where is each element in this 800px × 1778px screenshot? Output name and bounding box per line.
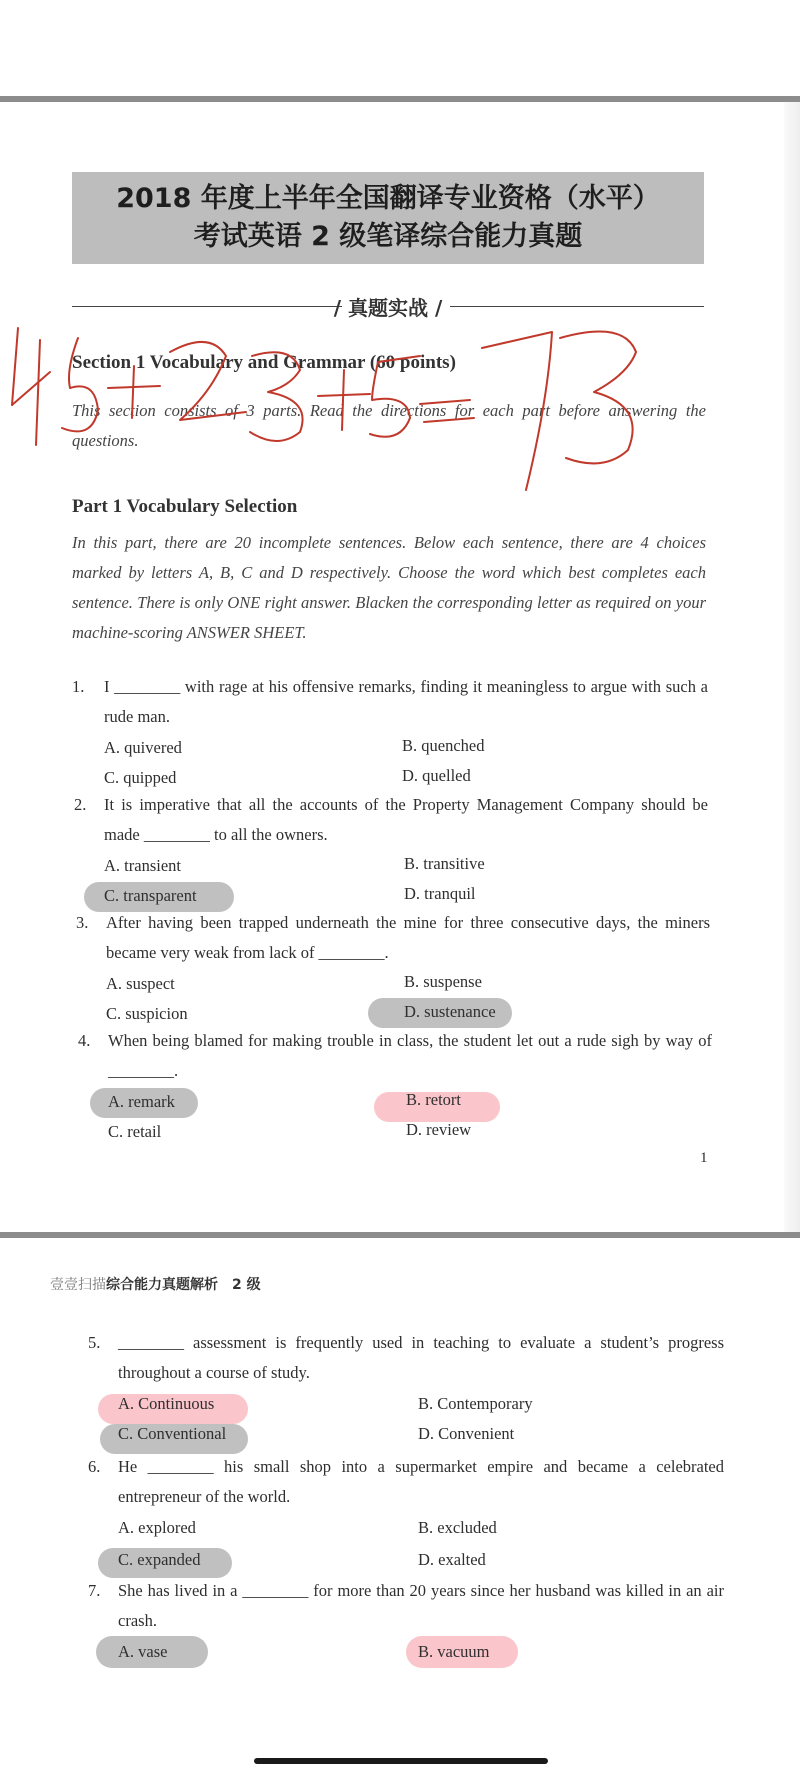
- handwriting-stroke: [132, 366, 134, 418]
- exam-title-line1: 2018 年度上半年全国翻译专业资格（水平）: [116, 183, 660, 214]
- question-stem: She has lived in a ________ for more than 20 years since her husband was killed in an air crash.: [118, 1581, 724, 1630]
- question-number: 5.: [88, 1333, 101, 1352]
- handwriting-stroke: [12, 328, 18, 405]
- page-number: 1: [700, 1150, 708, 1166]
- page-edge-shadow: [784, 102, 800, 1232]
- home-indicator[interactable]: [254, 1758, 548, 1764]
- option-a[interactable]: A. Continuous: [118, 1394, 215, 1413]
- option-b[interactable]: B. Contemporary: [418, 1394, 533, 1413]
- question-number: 2.: [74, 795, 87, 814]
- option-b[interactable]: B. suspense: [404, 972, 482, 991]
- exam-title-line2: 考试英语 2 级笔译综合能力真题: [193, 221, 583, 252]
- handwritten-score-mark: [0, 300, 800, 500]
- option-d[interactable]: D. quelled: [402, 766, 471, 785]
- option-d[interactable]: D. review: [406, 1120, 472, 1139]
- handwriting-stroke: [62, 338, 98, 431]
- option-a[interactable]: A. transient: [104, 856, 181, 875]
- question-stem: It is imperative that all the accounts of the Property Management Company should be made ________ to all the owners.: [104, 795, 708, 844]
- page2-header-title: 综合能力真题解析 2 级: [106, 1277, 261, 1293]
- question-stem: After having been trapped underneath the mine for three consecutive days, the miners became very weak from lack of ________.: [106, 913, 710, 962]
- handwriting-stroke: [250, 352, 303, 441]
- handwriting-stroke: [482, 332, 552, 490]
- scanner-watermark: 壹壹扫描: [50, 1277, 106, 1293]
- option-a[interactable]: A. explored: [118, 1518, 196, 1537]
- option-b[interactable]: B. quenched: [402, 736, 485, 755]
- option-a[interactable]: A. remark: [108, 1092, 175, 1111]
- option-d[interactable]: D. tranquil: [404, 884, 476, 903]
- question-number: 4.: [78, 1031, 91, 1050]
- handwriting-stroke: [378, 356, 420, 362]
- option-d[interactable]: D. exalted: [418, 1550, 486, 1569]
- exam-title-banner: [72, 172, 704, 264]
- page-divider: [0, 1232, 800, 1238]
- handwriting-stroke: [424, 418, 474, 422]
- option-b[interactable]: B. vacuum: [418, 1642, 490, 1661]
- question-number: 3.: [76, 913, 89, 932]
- question-stem: When being blamed for making trouble in class, the student let out a rude sigh by way of ________.: [108, 1031, 712, 1080]
- option-d[interactable]: D. Convenient: [418, 1424, 515, 1443]
- option-c[interactable]: C. expanded: [118, 1550, 201, 1569]
- option-a[interactable]: A. vase: [118, 1642, 168, 1661]
- question-number: 6.: [88, 1457, 101, 1476]
- option-b[interactable]: B. transitive: [404, 854, 485, 873]
- option-b[interactable]: B. excluded: [418, 1518, 497, 1537]
- handwriting-stroke: [36, 340, 40, 445]
- handwriting-stroke: [12, 372, 50, 405]
- question-stem: He ________ his small shop into a supermarket empire and became a celebrated entrepreneur of the world.: [118, 1457, 724, 1506]
- option-c[interactable]: C. suspicion: [106, 1004, 188, 1023]
- page-top-border: [0, 96, 800, 102]
- option-c[interactable]: C. retail: [108, 1122, 162, 1141]
- handwriting-stroke: [170, 342, 246, 420]
- handwriting-stroke: [560, 332, 636, 464]
- option-c[interactable]: C. quipped: [104, 768, 177, 787]
- question-stem: ________ assessment is frequently used in teaching to evaluate a student’s progress throughout a course of study.: [118, 1333, 724, 1382]
- handwriting-stroke: [342, 370, 344, 430]
- question-number: 7.: [88, 1581, 101, 1600]
- option-c[interactable]: C. Conventional: [118, 1424, 227, 1443]
- page2-header: [50, 1274, 261, 1294]
- section-title: Section 1 Vocabulary and Grammar (60 points): [72, 352, 456, 373]
- option-c[interactable]: C. transparent: [104, 886, 197, 905]
- section-description: This section consists of 3 parts. Read the directions for each part before answering the questions.: [72, 401, 706, 450]
- option-b[interactable]: B. retort: [406, 1090, 461, 1109]
- handwriting-stroke: [420, 400, 470, 404]
- option-d[interactable]: D. sustenance: [404, 1002, 496, 1021]
- option-a[interactable]: A. quivered: [104, 738, 182, 757]
- handwriting-stroke: [370, 362, 410, 437]
- question-number: 1.: [72, 677, 85, 696]
- subheading-text: / 真题实战 /: [333, 296, 443, 320]
- part-title: Part 1 Vocabulary Selection: [72, 496, 298, 517]
- question-stem: I ________ with rage at his offensive remarks, finding it meaningless to argue with such a rude man.: [104, 677, 708, 726]
- part-description: In this part, there are 20 incomplete sentences. Below each sentence, there are 4 choices marked by letters A, B, C and D respectively. Choose the word which best completes each sentence. There is only ONE right answer. Blacken the corresponding letter as required on your machine-scoring ANSWER SHEET.: [72, 533, 706, 642]
- option-a[interactable]: A. suspect: [106, 974, 175, 993]
